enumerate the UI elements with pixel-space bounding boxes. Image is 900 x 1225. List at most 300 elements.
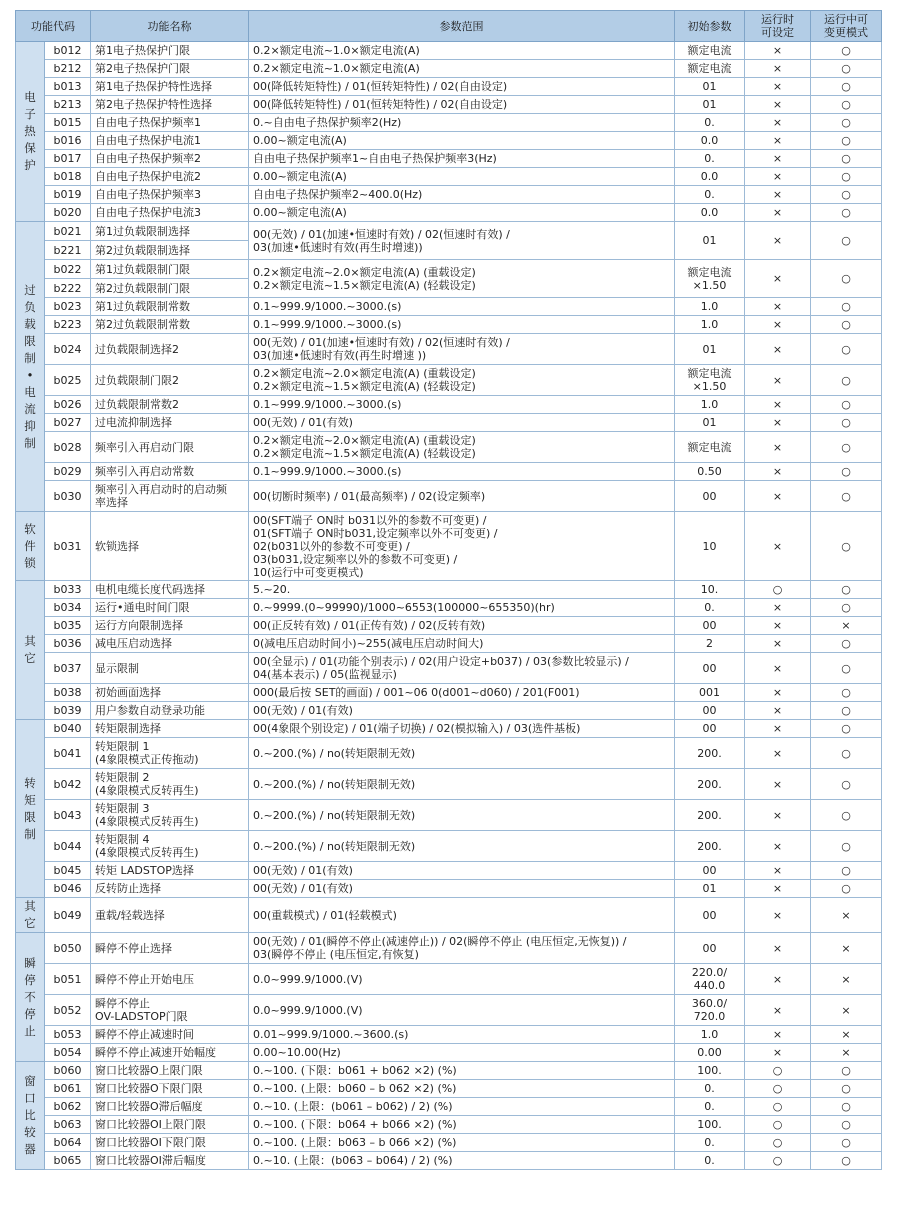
cell-text: 1.0 [700, 300, 719, 313]
cell-text: × [772, 44, 783, 57]
table-row [16, 933, 882, 964]
cell-text: × [772, 440, 783, 454]
cell-text: b034 [53, 601, 82, 614]
cell-text: 0.1~999.9/1000.~3000.(s) [253, 300, 402, 313]
cell-text: 01 [702, 234, 717, 247]
param-name [91, 204, 249, 222]
group-label: 窗口比较器 [24, 1074, 36, 1156]
param-initial [675, 298, 745, 316]
cell-text: 02(b031以外的参数不可变更) / [253, 539, 410, 553]
param-range [249, 512, 675, 581]
cell-text: 00(降低转矩特性) / 01(恒转矩特性) / 02(自由设定) [253, 80, 508, 93]
cell-text: × [841, 1003, 851, 1017]
cell-text: × [772, 116, 783, 129]
param-code [45, 78, 91, 96]
cell-text: 过负载限制门限2 [95, 373, 179, 387]
cell-text: 00(无效) / 01(有效) [253, 882, 353, 895]
cell-text: (4象限模式正传拖动) [95, 753, 199, 766]
param-name [91, 617, 249, 635]
param-range [249, 78, 675, 96]
cell-text: 减电压启动选择 [95, 637, 172, 650]
param-code [45, 769, 91, 800]
param-name [91, 1116, 249, 1134]
table-row [16, 831, 882, 862]
param-code [45, 964, 91, 995]
cell-text: ○ [841, 134, 851, 147]
cell-text: ○ [841, 777, 851, 791]
cell-text: ×1.50 [692, 278, 727, 292]
cell-text: b061 [53, 1082, 82, 1095]
param-run-settable [745, 1044, 811, 1062]
param-name [91, 60, 249, 78]
cell-text: × [772, 234, 783, 247]
header-range: 参数范围 [249, 11, 675, 42]
cell-text: 额定电流 [687, 367, 732, 380]
cell-text: b018 [53, 170, 82, 183]
param-range [249, 653, 675, 684]
param-run-change-mode [811, 334, 882, 365]
param-initial [675, 831, 745, 862]
cell-text: × [841, 1028, 851, 1041]
param-run-settable [745, 635, 811, 653]
cell-text: ○ [841, 539, 851, 553]
param-name [91, 150, 249, 168]
param-run-settable [745, 599, 811, 617]
cell-text: 10. [700, 583, 719, 596]
cell-text: 00 [702, 661, 717, 675]
param-run-change-mode [811, 150, 882, 168]
param-initial [675, 1152, 745, 1170]
cell-text: 频率引入再启动时的启动频 [95, 483, 227, 496]
cell-text: 0.2×额定电流~1.0×额定电流(A) [253, 44, 420, 57]
table-row [16, 316, 882, 334]
cell-text: (4象限模式反转再生) [95, 815, 199, 828]
cell-text: 自由电子热保护频率3 [95, 188, 201, 201]
table-row [16, 599, 882, 617]
cell-text: b212 [53, 62, 82, 75]
param-run-change-mode [811, 1098, 882, 1116]
cell-text: 第2电子热保护门限 [95, 62, 190, 75]
cell-text: 200. [697, 839, 722, 853]
cell-text: 0. [704, 1154, 715, 1167]
cell-text: b020 [53, 206, 82, 219]
cell-text: 0.2×额定电流~1.5×额定电流(A) (轻载设定) [253, 447, 476, 460]
cell-text: 运行•通电时间门限 [95, 601, 190, 614]
cell-text: ○ [841, 661, 851, 675]
header-run-settable: 运行时 可设定 [745, 11, 811, 42]
cell-text: ○ [841, 416, 851, 429]
cell-text: ○ [841, 116, 851, 129]
cell-text: (4象限模式反转再生) [95, 784, 199, 797]
cell-text: 000(最后按 SET的画面) / 001~06 0(d001~d060) / 201(F001) [253, 686, 580, 699]
param-initial [675, 42, 745, 60]
cell-text: ○ [841, 704, 851, 717]
group-label: 软件锁 [24, 521, 36, 570]
cell-text: b012 [53, 44, 82, 57]
cell-text: ○ [841, 206, 851, 219]
param-range [249, 432, 675, 463]
param-run-settable [745, 481, 811, 512]
header-name: 功能名称 [91, 11, 249, 42]
cell-text: × [772, 619, 783, 632]
param-run-change-mode [811, 720, 882, 738]
param-code [45, 862, 91, 880]
cell-text: 过负载限制常数2 [95, 398, 179, 411]
cell-text: 0.1~999.9/1000.~3000.(s) [253, 318, 402, 331]
param-initial [675, 738, 745, 769]
param-run-settable [745, 1152, 811, 1170]
cell-text: ○ [841, 722, 851, 735]
cell-text: 0. [704, 1082, 715, 1095]
cell-text: b063 [53, 1118, 82, 1131]
cell-text: 03(b031,设定频率以外的参数不可变更) / [253, 552, 458, 566]
param-initial [675, 1116, 745, 1134]
param-run-settable [745, 1134, 811, 1152]
cell-text: ○ [841, 1136, 851, 1149]
cell-text: b029 [53, 465, 82, 478]
cell-text: × [772, 746, 783, 760]
cell-text: 第1过负载限制常数 [95, 300, 190, 313]
param-code [45, 396, 91, 414]
table-row [16, 186, 882, 204]
cell-text: ○ [841, 1154, 851, 1167]
param-code [45, 204, 91, 222]
cell-text: 瞬停不停止 [95, 997, 150, 1010]
table-body [16, 42, 882, 1170]
cell-text: 自由电子热保护频率2~400.0(Hz) [253, 188, 423, 201]
param-run-settable [745, 150, 811, 168]
table-row [16, 132, 882, 150]
param-range [249, 800, 675, 831]
param-range [249, 96, 675, 114]
param-name [91, 78, 249, 96]
table-row [16, 334, 882, 365]
cell-text: 0.2×额定电流~1.0×额定电流(A) [253, 62, 420, 75]
cell-text: × [772, 908, 783, 922]
param-range [249, 684, 675, 702]
cell-text: 0. [704, 152, 715, 165]
cell-text: 200. [697, 808, 722, 822]
cell-text: 第2过负载限制门限 [95, 281, 190, 295]
cell-text: 0.2×额定电流~2.0×额定电流(A) (重载设定) [253, 265, 476, 279]
param-range [249, 995, 675, 1026]
param-run-change-mode [811, 1134, 882, 1152]
param-initial [675, 432, 745, 463]
cell-text: 窗口比较器O下限门限 [95, 1082, 203, 1095]
param-initial [675, 617, 745, 635]
table-row [16, 617, 882, 635]
cell-text: b044 [53, 839, 82, 853]
param-name [91, 898, 249, 933]
table-row [16, 738, 882, 769]
cell-text: 0.00~额定电流(A) [253, 134, 347, 147]
param-name [91, 720, 249, 738]
cell-text: 00 [702, 489, 717, 503]
param-name [91, 1152, 249, 1170]
cell-text: × [772, 398, 783, 411]
param-run-settable [745, 42, 811, 60]
cell-text: × [772, 272, 783, 285]
param-initial [675, 78, 745, 96]
param-code [45, 279, 91, 298]
cell-text: ○ [841, 601, 851, 614]
cell-text: 04(基本表示) / 05(监视显示) [253, 668, 397, 681]
param-run-settable [745, 684, 811, 702]
param-name [91, 995, 249, 1026]
param-run-change-mode [811, 60, 882, 78]
param-code [45, 241, 91, 260]
cell-text: × [772, 972, 783, 986]
cell-text: 第1电子热保护门限 [95, 44, 190, 57]
param-name [91, 1080, 249, 1098]
param-run-change-mode [811, 831, 882, 862]
param-code [45, 1080, 91, 1098]
cell-text: 00 [702, 941, 717, 955]
cell-text: b045 [53, 864, 82, 877]
cell-text: 频率引入再启动门限 [95, 440, 194, 454]
cell-text: 200. [697, 777, 722, 791]
cell-text: 01 [702, 98, 717, 111]
cell-text: × [772, 1046, 783, 1059]
param-range [249, 880, 675, 898]
cell-text: 0.00 [697, 1046, 722, 1059]
param-code [45, 512, 91, 581]
cell-text: ○ [841, 839, 851, 853]
param-run-change-mode [811, 168, 882, 186]
cell-text: 00 [702, 908, 717, 922]
cell-text: × [772, 98, 783, 111]
param-name [91, 769, 249, 800]
cell-text: b024 [53, 342, 82, 356]
param-range [249, 222, 675, 260]
param-run-settable [745, 862, 811, 880]
cell-text: 720.0 [693, 1010, 726, 1023]
table-row [16, 298, 882, 316]
param-name [91, 1098, 249, 1116]
group-label-cell [16, 512, 45, 581]
cell-text: × [772, 839, 783, 853]
table-row [16, 204, 882, 222]
table-row [16, 684, 882, 702]
param-code [45, 260, 91, 279]
param-code [45, 132, 91, 150]
header-row [16, 11, 882, 42]
cell-text: b221 [53, 243, 82, 257]
table-row [16, 42, 882, 60]
param-code [45, 334, 91, 365]
param-initial [675, 114, 745, 132]
cell-text: × [772, 318, 783, 331]
cell-text: 窗口比较器OI上限门限 [95, 1118, 206, 1131]
param-initial [675, 635, 745, 653]
cell-text: × [772, 601, 783, 614]
cell-text: b060 [53, 1064, 82, 1077]
cell-text: ○ [841, 489, 851, 503]
param-range [249, 42, 675, 60]
cell-text: 电机电缆长度代码选择 [95, 583, 205, 596]
param-range [249, 1080, 675, 1098]
param-initial [675, 204, 745, 222]
param-run-settable [745, 334, 811, 365]
param-initial [675, 334, 745, 365]
param-initial [675, 96, 745, 114]
param-range [249, 1062, 675, 1080]
param-name [91, 1044, 249, 1062]
cell-text: 自由电子热保护频率2 [95, 152, 201, 165]
param-name [91, 1134, 249, 1152]
param-run-change-mode [811, 396, 882, 414]
cell-text: 瞬停不停止选择 [95, 941, 172, 955]
cell-text: 00(重载模式) / 01(轻载模式) [253, 908, 397, 922]
param-name [91, 241, 249, 260]
param-run-settable [745, 995, 811, 1026]
cell-text: ○ [841, 44, 851, 57]
cell-text: b019 [53, 188, 82, 201]
param-name [91, 396, 249, 414]
param-run-change-mode [811, 738, 882, 769]
param-name [91, 260, 249, 279]
cell-text: 0.0~999.9/1000.(V) [253, 1003, 363, 1017]
param-name [91, 463, 249, 481]
param-range [249, 1026, 675, 1044]
param-run-settable [745, 204, 811, 222]
param-initial [675, 599, 745, 617]
param-run-change-mode [811, 933, 882, 964]
table-row [16, 1044, 882, 1062]
group-label-cell [16, 42, 45, 222]
cell-text: 过负载限制选择2 [95, 342, 179, 356]
param-code [45, 1098, 91, 1116]
cell-text: 0.~10. (上限：(b061 – b062) / 2) (%) [253, 1100, 453, 1113]
param-name [91, 481, 249, 512]
table-row [16, 720, 882, 738]
param-code [45, 42, 91, 60]
param-name [91, 96, 249, 114]
cell-text: b052 [53, 1003, 82, 1017]
cell-text: 0.01~999.9/1000.~3600.(s) [253, 1028, 409, 1041]
cell-text: 0.0~999.9/1000.(V) [253, 972, 363, 986]
param-range [249, 114, 675, 132]
param-run-settable [745, 702, 811, 720]
table-row [16, 1080, 882, 1098]
param-run-change-mode [811, 481, 882, 512]
param-run-change-mode [811, 862, 882, 880]
param-name [91, 298, 249, 316]
param-initial [675, 769, 745, 800]
cell-text: 转矩限制 3 [95, 802, 150, 815]
header-initial: 初始参数 [675, 11, 745, 42]
param-run-change-mode [811, 581, 882, 599]
param-initial [675, 720, 745, 738]
group-label-cell [16, 933, 45, 1062]
param-run-change-mode [811, 42, 882, 60]
param-run-change-mode [811, 260, 882, 298]
cell-text: 00 [702, 704, 717, 717]
cell-text: 额定电流 [687, 440, 732, 454]
param-initial [675, 481, 745, 512]
cell-text: 窗口比较器O滞后幅度 [95, 1100, 203, 1113]
param-initial [675, 898, 745, 933]
cell-text: 0. [704, 1100, 715, 1113]
param-run-change-mode [811, 617, 882, 635]
cell-text: 01 [702, 416, 717, 429]
cell-text: 第1电子热保护特性选择 [95, 80, 212, 93]
param-run-change-mode [811, 512, 882, 581]
cell-text: ○ [841, 62, 851, 75]
param-run-settable [745, 880, 811, 898]
cell-text: 0. [704, 601, 715, 614]
cell-text: 01 [702, 882, 717, 895]
cell-text: × [772, 170, 783, 183]
param-run-change-mode [811, 599, 882, 617]
param-run-settable [745, 1098, 811, 1116]
param-code [45, 168, 91, 186]
param-run-change-mode [811, 995, 882, 1026]
param-run-settable [745, 396, 811, 414]
param-range [249, 150, 675, 168]
cell-text: 重载/轻载选择 [95, 908, 165, 922]
param-range [249, 463, 675, 481]
cell-text: 转矩限制 1 [95, 740, 150, 753]
param-code [45, 298, 91, 316]
param-code [45, 880, 91, 898]
param-initial [675, 995, 745, 1026]
cell-text: ○ [772, 583, 783, 596]
cell-text: × [772, 188, 783, 201]
param-range [249, 414, 675, 432]
table-row [16, 1152, 882, 1170]
param-run-settable [745, 222, 811, 260]
param-run-settable [745, 1080, 811, 1098]
param-code [45, 635, 91, 653]
cell-text: ○ [841, 373, 851, 387]
group-label: 转矩限制 [24, 775, 36, 841]
cell-text: b027 [53, 416, 82, 429]
table-row [16, 964, 882, 995]
param-code [45, 463, 91, 481]
param-initial [675, 800, 745, 831]
param-range [249, 334, 675, 365]
cell-text: 10(运行中可变更模式) [253, 565, 364, 579]
param-name [91, 316, 249, 334]
cell-text: 转矩限制 4 [95, 833, 150, 846]
param-code [45, 150, 91, 168]
cell-text: ○ [772, 1154, 783, 1167]
cell-text: 00(无效) / 01(瞬停不停止(减速停止)) / 02(瞬停不停止 (电压恒定,无恢复)) / [253, 935, 627, 948]
param-code [45, 898, 91, 933]
param-run-change-mode [811, 463, 882, 481]
cell-text: b021 [53, 224, 82, 238]
table-row [16, 168, 882, 186]
param-code [45, 114, 91, 132]
param-run-settable [745, 78, 811, 96]
cell-text: ○ [772, 1136, 783, 1149]
cell-text: b015 [53, 116, 82, 129]
cell-text: 自由电子热保护电流1 [95, 134, 201, 147]
cell-text: ○ [841, 882, 851, 895]
param-run-settable [745, 738, 811, 769]
cell-text: 5.~20. [253, 583, 291, 596]
cell-text: ○ [772, 1118, 783, 1131]
cell-text: × [772, 637, 783, 650]
cell-text: 0.00~额定电流(A) [253, 206, 347, 219]
cell-text: × [772, 704, 783, 717]
param-run-settable [745, 1116, 811, 1134]
cell-text: × [772, 777, 783, 791]
param-run-settable [745, 432, 811, 463]
cell-text: × [772, 80, 783, 93]
cell-text: 01(SFT端子 ON时b031,设定频率以外不可变更) / [253, 526, 498, 540]
